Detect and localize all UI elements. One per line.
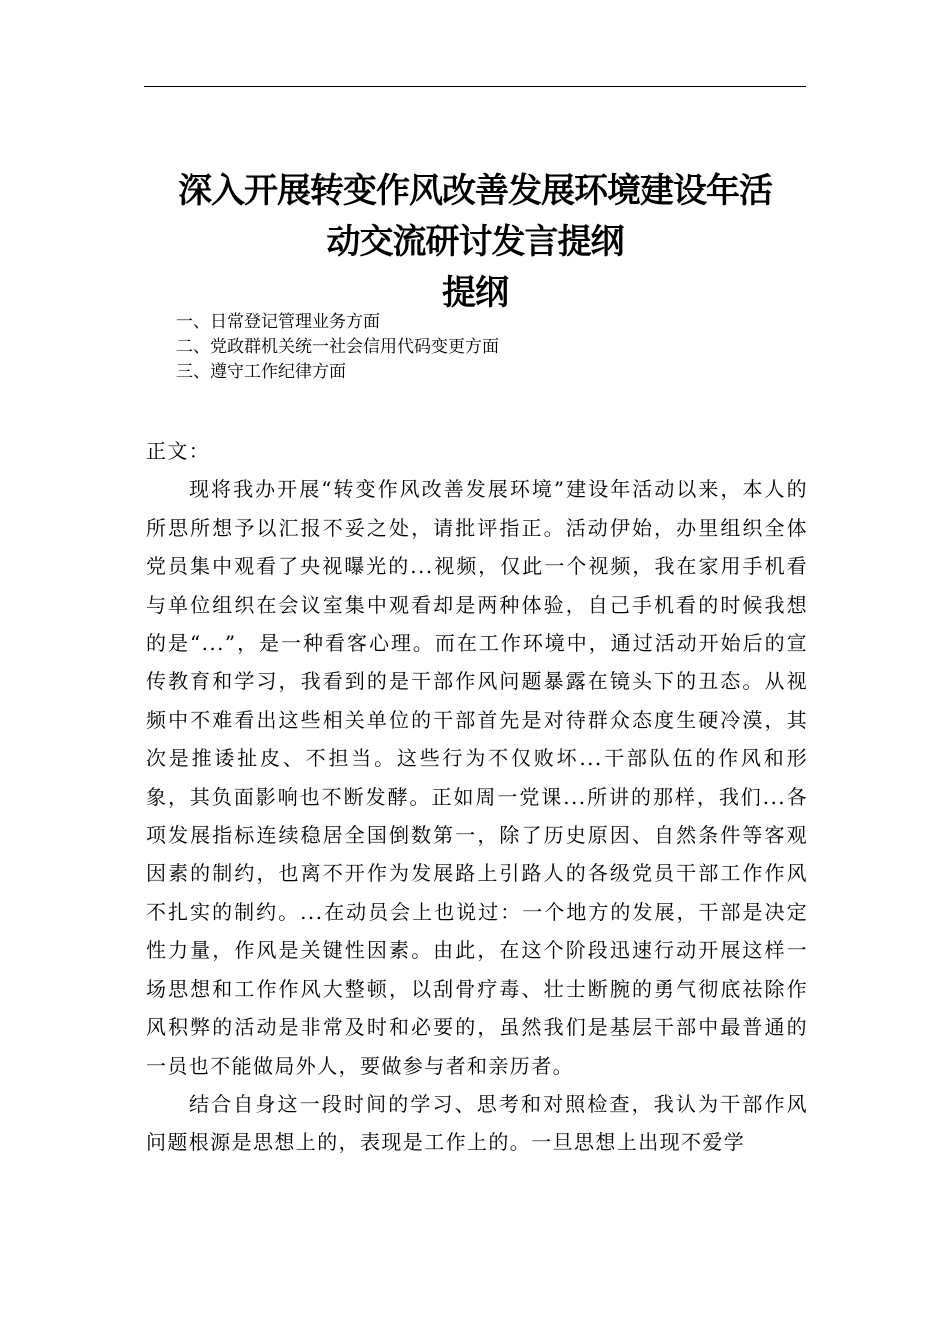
header-rule [144,86,806,87]
outline-item: 一、日常登记管理业务方面 [176,312,380,332]
body-paragraph: 结合自身这一段时间的学习、思考和对照检查，我认为干部作风问题根源是思想上的，表现是工作上的。一旦思想上出现不爱学 [146,1091,808,1155]
document-body [146,432,808,1162]
outline-list [176,310,499,385]
document-title [144,166,806,319]
body-label: 正文： [146,439,211,463]
title-line-1: 深入开展转变作风改善发展环境建设年活 [178,171,772,211]
title-line-3: 提纲 [442,273,508,313]
body-paragraph: 现将我办开展“转变作风改善发展环境”建设年活动以来，本人的所思所想予以汇报不妥之处，请批评指正。活动伊始，办里组织全体党员集中观看了央视曝光的...视频，仅此一个视频，我在家用手机看与单位组织在会议室集中观看却是两种体验，自己手机看的时候我想的是“...”，是一种看客心理。而在工作环境中，通过活动开始后的宣传教育和学习，我看到的是干部作风问题暴露在镜头下的丑态。从视频中不难看出这些相关单位的干部首先是对待群众态度生硬冷漠，其次是推诿扯皮、不担当。这些行为不仅败坏...干部队伍的作风和形象，其负面影响也不断发酵。正如周一党课...所讲的那样，我们...各项发展指标连续稳居全国倒数第一，除了历史原因、自然条件等客观因素的制约，也离不开作为发展路上引路人的各级党员干部工作作风不扎实的制约。...在动员会上也说过：一个地方的发展，干部是决定性力量，作风是关键性因素。由此，在这个阶段迅速行动开展这样一场思想和工作作风大整顿，以刮骨疗毒、壮士断腕的勇气彻底祛除作风积弊的活动是非常及时和必要的，虽然我们是基层干部中最普通的一员也不能做局外人，要做参与者和亲历者。 [146,477,808,1078]
outline-item: 三、遵守工作纪律方面 [176,362,346,382]
outline-item: 二、党政群机关统一社会信用代码变更方面 [176,337,499,357]
title-line-2: 动交流研讨发言提纲 [326,222,624,262]
